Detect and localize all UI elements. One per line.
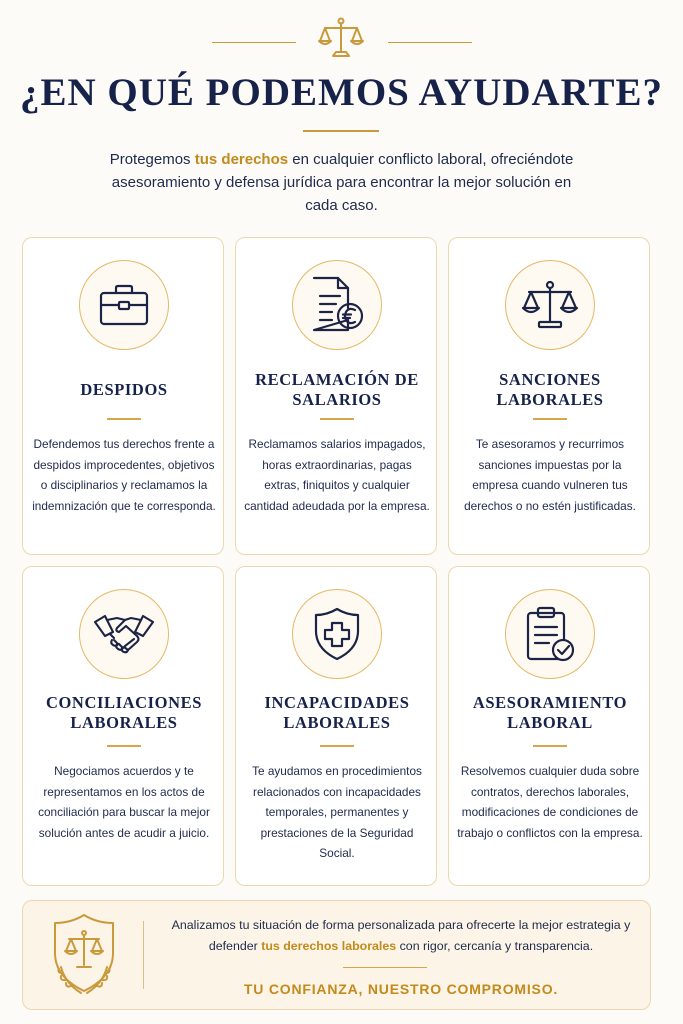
emblem-left-line	[212, 42, 296, 43]
card-title: INCAPACIDADES LABORALES	[264, 693, 410, 732]
service-card-despidos	[22, 237, 224, 555]
icon-circle	[292, 589, 382, 679]
card-title: DESPIDOS	[80, 380, 168, 399]
icon-circle	[292, 260, 382, 350]
card-description: Reclamamos salarios impagados, horas extraordinarias, pagas extras, finiquitos y cualquier cantidad adeudada por la empresa.	[244, 437, 430, 513]
card-description: Resolvemos cualquier duda sobre contratos, derechos laborales, modificaciones de condiciones de trabajo o conflictos con la empresa.	[457, 764, 643, 840]
service-card-reclamacion-salarios	[235, 237, 437, 555]
icon-circle	[505, 260, 595, 350]
banner-text	[161, 915, 641, 957]
icon-circle	[79, 260, 169, 350]
service-card-conciliaciones	[22, 566, 224, 886]
card-divider	[320, 418, 354, 420]
shield-cross-icon	[314, 607, 360, 661]
intro-text-start: Protegemos	[109, 151, 195, 168]
card-divider	[107, 418, 141, 420]
card-title: RECLAMACIÓN DE SALARIOS	[255, 370, 419, 409]
title-divider	[303, 130, 379, 132]
top-emblem	[0, 14, 683, 60]
briefcase-icon	[99, 284, 149, 326]
intro-text	[100, 148, 583, 217]
service-card-asesoramiento	[448, 566, 650, 886]
card-divider	[320, 745, 354, 747]
card-title: ASESORAMIENTO LABORAL	[472, 693, 628, 732]
handshake-icon	[93, 612, 155, 656]
page-title: ¿EN QUÉ PODEMOS AYUDARTE?	[19, 71, 664, 114]
intro-highlight: tus derechos	[194, 151, 289, 168]
shield-scales-laurel-icon	[51, 911, 117, 1001]
card-divider	[533, 418, 567, 420]
card-divider	[107, 745, 141, 747]
motto: TU CONFIANZA, NUESTRO COMPROMISO.	[243, 981, 559, 997]
banner-text-start: Analizamos tu situación de forma personalizada para ofrecerte la mejor estrategia y defender	[171, 918, 631, 953]
document-euro-icon	[310, 276, 364, 334]
banner-text-end: con rigor, cercanía y transparencia.	[396, 939, 594, 953]
card-description: Negociamos acuerdos y te representamos en los actos de conciliación para buscar la mejor solución antes de acudir a juicio.	[38, 764, 210, 840]
icon-circle	[79, 589, 169, 679]
banner-divider	[143, 921, 144, 989]
card-description: Te asesoramos y recurrimos sanciones impuestas por la empresa cuando vulneren tus derechos o no estén justificadas.	[464, 437, 636, 513]
service-card-sanciones	[448, 237, 650, 555]
card-divider	[533, 745, 567, 747]
banner-highlight: tus derechos laborales	[261, 939, 397, 953]
clipboard-check-icon	[525, 605, 575, 663]
scales-icon	[317, 16, 365, 60]
card-description: Te ayudamos en procedimientos relacionados con incapacidades temporales, permanentes y prestaciones de la Seguridad Social.	[252, 764, 422, 860]
emblem-right-line	[388, 42, 472, 43]
motto-divider	[343, 967, 427, 968]
card-title: CONCILIACIONES LABORALES	[45, 693, 202, 732]
service-card-incapacidades	[235, 566, 437, 886]
intro-text-end: en cualquier conflicto laboral, ofreciéndote asesoramiento y defensa jurídica para encontrar la mejor solución en cada caso.	[111, 151, 574, 214]
commitment-banner	[22, 900, 651, 1010]
card-description: Defendemos tus derechos frente a despidos improcedentes, objetivos o disciplinarios y reclamamos la indemnización que te corresponda.	[32, 437, 216, 513]
icon-circle	[505, 589, 595, 679]
card-title: SANCIONES LABORALES	[496, 370, 604, 409]
scales-icon	[521, 280, 579, 330]
